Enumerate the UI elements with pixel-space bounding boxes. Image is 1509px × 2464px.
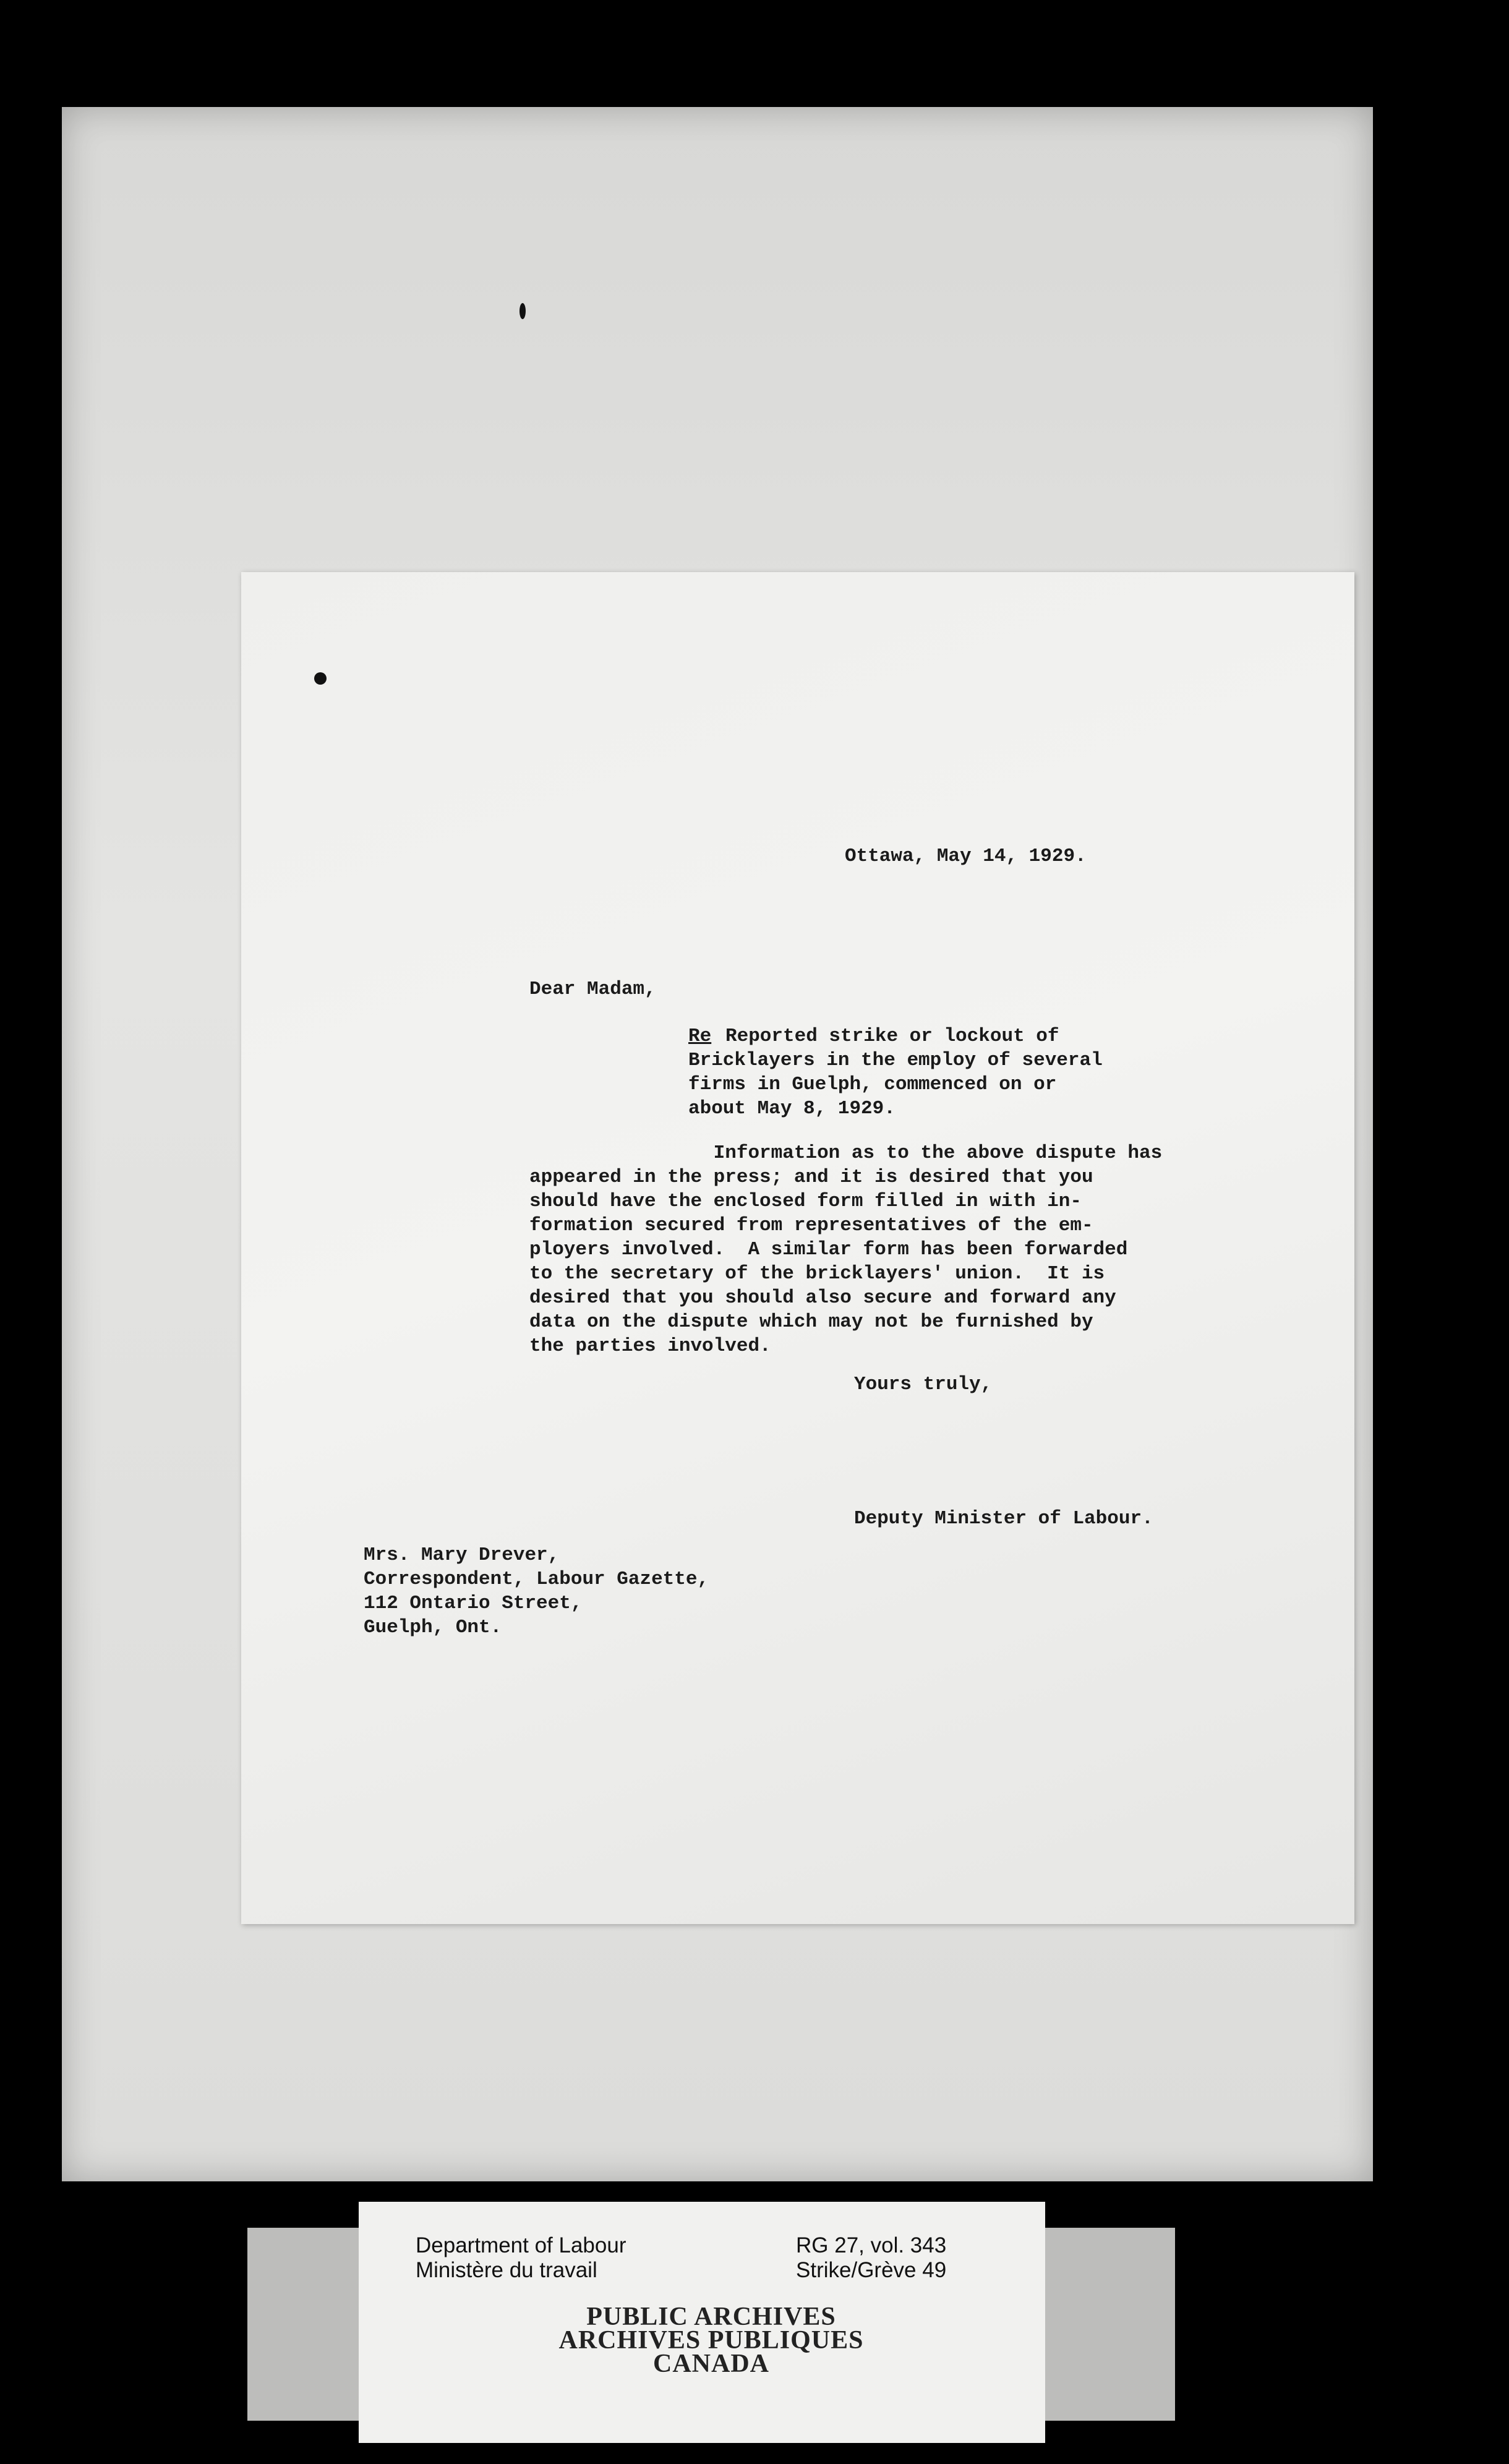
body-line: appeared in the press; and it is desired that you [529,1166,1093,1188]
address-line: Correspondent, Labour Gazette, [364,1568,709,1590]
date-line: Ottawa, May 14, 1929. [845,845,1087,867]
body-line: Information as to the above dispute has [529,1142,1163,1164]
body-line: data on the dispute which may not be furnished by [529,1311,1093,1333]
department-en: Department of Labour [416,2233,626,2257]
address-line: Guelph, Ont. [364,1617,502,1638]
archives-stamp-line: CANADA [653,2350,769,2378]
signature-title: Deputy Minister of Labour. [854,1508,1153,1529]
closing: Yours truly, [854,1374,993,1395]
body-line: formation secured from representatives of the em- [529,1215,1093,1236]
body-line: desired that you should also secure and forward any [529,1287,1116,1309]
re-line: firms in Guelph, commenced on or [688,1074,1057,1095]
letter-page [241,572,1354,1924]
ink-speck [314,672,327,685]
archives-stamp-line: PUBLIC ARCHIVES [586,2303,836,2331]
department-fr: Ministère du travail [416,2258,597,2282]
body-line: the parties involved. [529,1335,771,1357]
ink-speck [519,303,526,319]
re-label: Re [688,1025,712,1047]
body-line: should have the enclosed form filled in with in- [529,1191,1082,1212]
salutation: Dear Madam, [529,978,656,1000]
re-line: Reported strike or lockout of [725,1025,1059,1047]
archives-stamp-line: ARCHIVES PUBLIQUES [558,2326,864,2355]
re-line: Bricklayers in the employ of several [688,1050,1103,1071]
address-line: 112 Ontario Street, [364,1593,583,1614]
body-line: to the secretary of the bricklayers' union. It is [529,1263,1105,1285]
file-reference: Strike/Grève 49 [796,2258,947,2282]
mounting-board [62,107,1373,2181]
address-line: Mrs. Mary Drever, [364,1544,560,1566]
body-line: ployers involved. A similar form has been forwarded [529,1239,1128,1260]
record-group: RG 27, vol. 343 [796,2233,947,2257]
re-line: about May 8, 1929. [688,1098,896,1119]
